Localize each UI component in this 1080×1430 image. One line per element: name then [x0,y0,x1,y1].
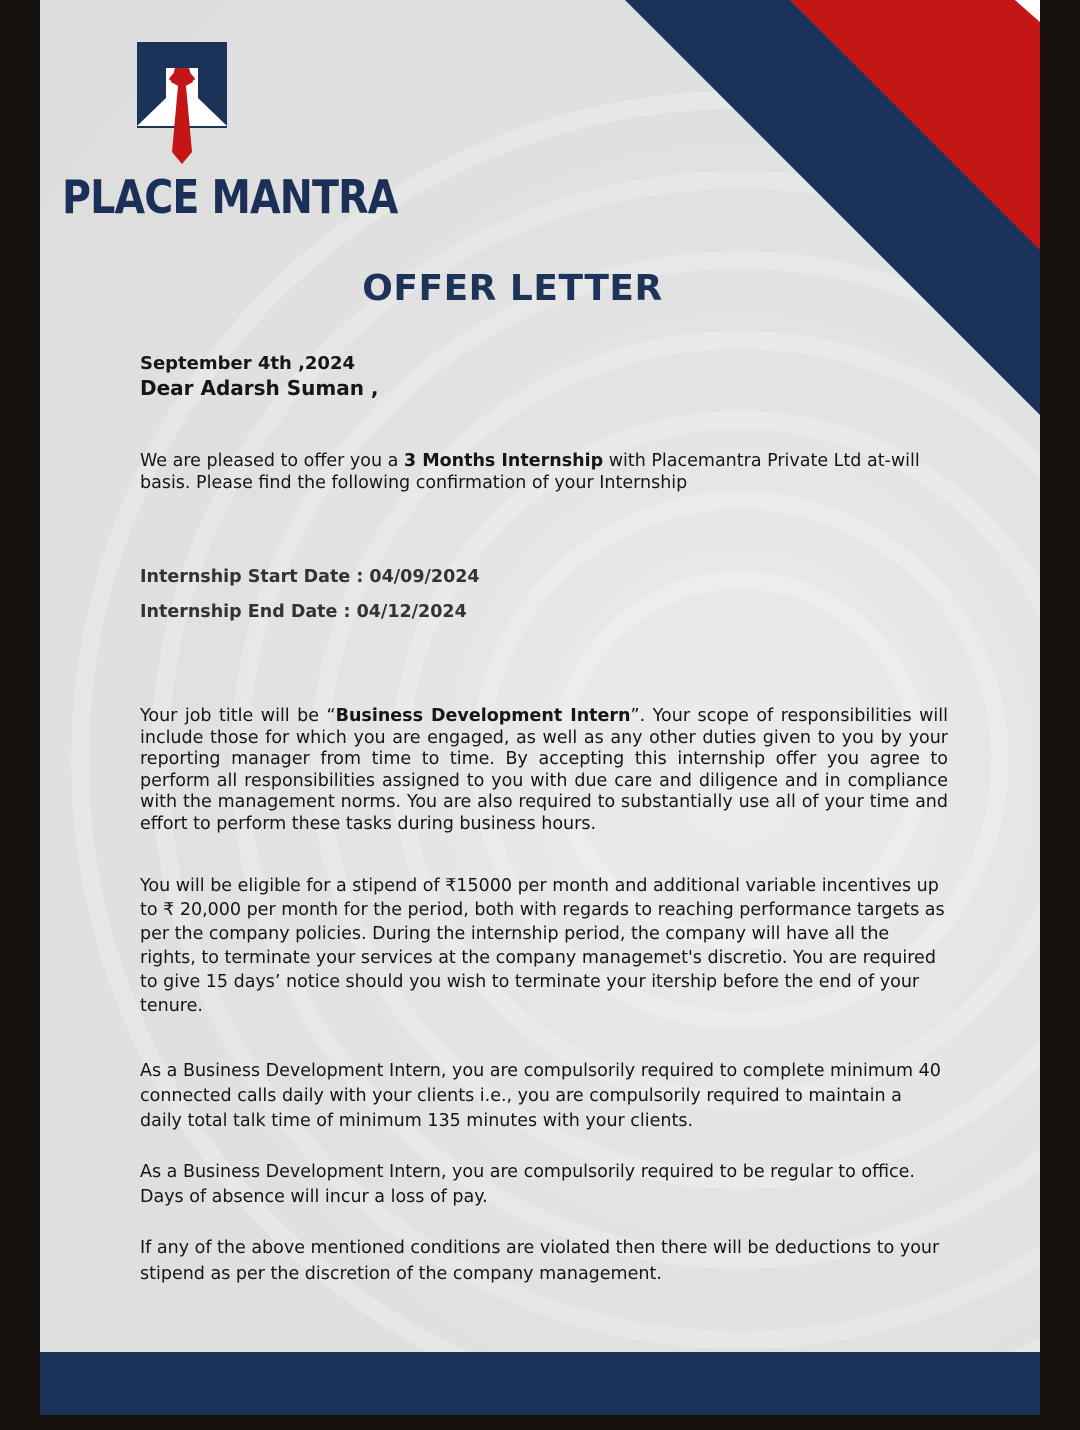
end-date: Internship End Date : 04/12/2024 [140,602,467,622]
salutation: Dear Adarsh Suman , [140,376,379,400]
calls-paragraph: As a Business Development Intern, you are compulsorily required to complete minimum 40 connected calls daily with your clients i.e., you are compulsorily required to maintain a daily total talk time of minimum 135 minutes with your clients. [140,1061,941,1131]
intro-text: We are pleased to offer you a [140,451,404,471]
job-title: Business Development Intern [335,706,631,726]
letter-title: OFFER LETTER [362,268,663,309]
letter-date: September 4th ,2024 [140,353,356,374]
job-text: Your job title will be “ [140,706,336,726]
brand-name: PLACE MANTRA [62,170,398,224]
offer-letter-page [40,0,1040,1415]
job-title-paragraph [140,706,948,835]
intro-text-end: with Placemantra Private Ltd at-will basis. Please find the following confirmation of your Internship [140,451,920,493]
internship-duration: 3 Months Internship [403,451,604,471]
internship-dates [140,560,480,630]
stipend-paragraph: You will be eligible for a stipend of ₹15000 per month and additional variable incentives up to ₹ 20,000 per month for the period, both with regards to reaching performance targets as per the company policies. During the internship period, the company will have all the rights, to terminate your services at the company managemet's discretio. You are required to give 15 days’ notice should you wish to terminate your itership before the end of your tenure. [140,876,945,1016]
start-date: Internship Start Date : 04/09/2024 [140,567,480,587]
intro-paragraph [140,450,920,494]
deductions-paragraph: If any of the above mentioned conditions are violated then there will be deductions to your stipend as per the discretion of the company management. [140,1238,940,1284]
attendance-paragraph: As a Business Development Intern, you are compulsorily required to be regular to office. Days of absence will incur a loss of pay. [140,1162,915,1207]
footer-bar [40,1352,1040,1415]
job-text-end: ”. Your scope of responsibilities will include those for which you are engaged, as well as any other duties given to you by your reporting manager from time to time. By accepting this internship offer you agree to perform all responsibilities assigned to you with due care and diligence and in compliance with the management norms. You are also required to substantially use all of your time and effort to perform these tasks during business hours. [140,706,949,834]
